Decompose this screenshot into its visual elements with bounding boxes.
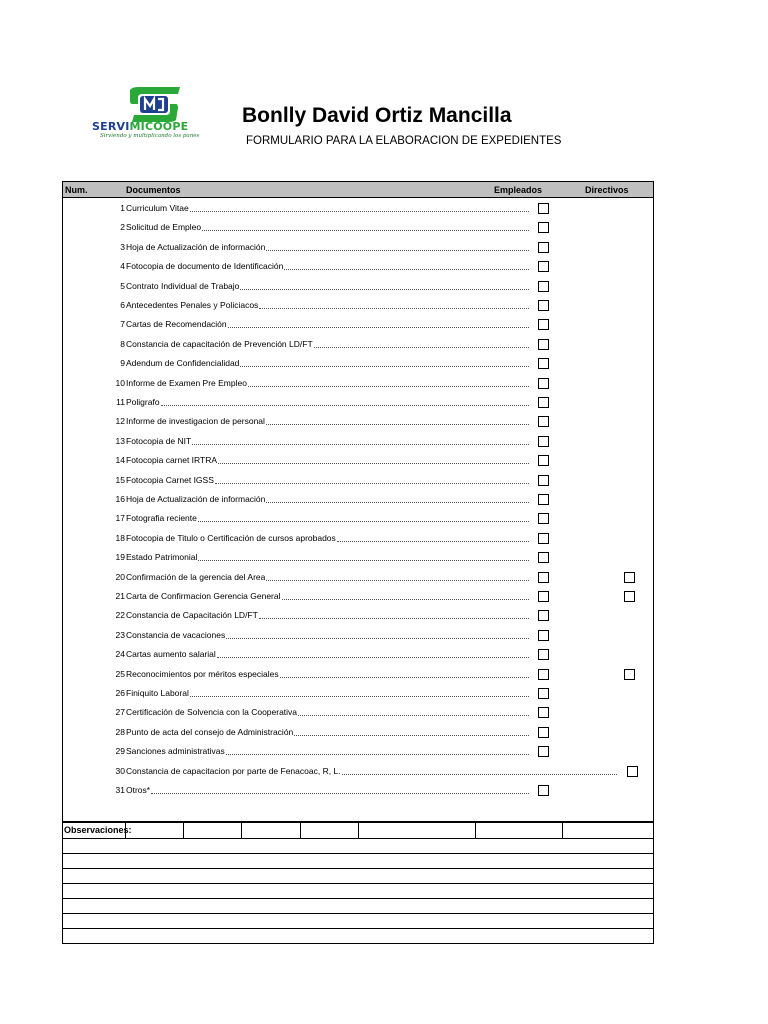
leader-dots	[190, 211, 529, 212]
empleados-checkbox[interactable]	[538, 572, 549, 583]
table-row	[63, 433, 653, 451]
leader-dots	[282, 599, 529, 600]
row-label: Carta de Confirmacion Gerencia General	[126, 591, 281, 601]
row-number: 23	[115, 629, 125, 640]
table-row	[63, 782, 653, 800]
directivos-checkbox[interactable]	[624, 572, 635, 583]
row-label: Fotocopia de documento de Identificación	[126, 261, 284, 272]
leader-dots	[342, 774, 617, 775]
observaciones-section	[62, 822, 654, 944]
obs-divider	[241, 823, 242, 838]
row-label: Solicitud de Empleo	[126, 222, 202, 233]
leader-dots	[151, 793, 529, 794]
leader-dots	[202, 230, 529, 231]
empleados-checkbox[interactable]	[538, 397, 549, 408]
empleados-checkbox[interactable]	[538, 649, 549, 660]
row-label: Fotocopia de NIT	[126, 435, 192, 446]
logo-slogan: Sirviendo y multiplicando los panes	[100, 133, 200, 139]
row-label: Punto de acta del consejo de Administración	[126, 726, 294, 737]
empleados-checkbox[interactable]	[538, 378, 549, 389]
leader-dots	[217, 657, 529, 658]
empleados-checkbox[interactable]	[538, 513, 549, 524]
empleados-checkbox[interactable]	[538, 688, 549, 699]
row-label: Fotografia reciente	[126, 513, 197, 524]
obs-line[interactable]	[63, 928, 653, 929]
leader-dots	[198, 521, 529, 522]
table-row	[63, 316, 653, 334]
row-label: Cartas de Recomendación	[126, 319, 227, 330]
leader-dots	[259, 618, 529, 619]
row-number: 27	[115, 707, 125, 718]
company-logo	[92, 86, 212, 144]
row-number: 9	[120, 358, 125, 369]
empleados-checkbox[interactable]	[538, 455, 549, 466]
empleados-checkbox[interactable]	[538, 300, 549, 311]
obs-line[interactable]	[63, 838, 653, 839]
empleados-checkbox[interactable]	[538, 475, 549, 486]
empleados-checkbox[interactable]	[538, 591, 549, 602]
table-row	[63, 704, 653, 722]
empleados-checkbox[interactable]	[538, 358, 549, 369]
empleados-checkbox[interactable]	[538, 203, 549, 214]
table-row	[63, 763, 653, 781]
row-number: 4	[120, 261, 125, 272]
obs-divider	[358, 823, 359, 838]
table-row	[63, 569, 653, 587]
logo-emblem-icon	[92, 86, 212, 122]
leader-dots	[226, 754, 529, 755]
directivos-checkbox[interactable]	[624, 591, 635, 602]
row-number: 24	[115, 649, 125, 660]
row-label: Informe de Examen Pre Empleo	[126, 377, 247, 388]
leader-dots	[259, 308, 529, 309]
table-row	[63, 549, 653, 567]
leader-dots	[266, 502, 529, 503]
empleados-checkbox[interactable]	[538, 222, 549, 233]
obs-divider	[562, 823, 563, 838]
empleados-checkbox[interactable]	[538, 746, 549, 757]
row-label: Constancia de Capacitación LD/FT	[126, 610, 258, 621]
row-number: 3	[120, 241, 125, 252]
leader-dots	[226, 638, 529, 639]
row-number: 16	[115, 494, 125, 504]
row-label: Contrato Individual de Trabajo	[126, 280, 240, 291]
leader-dots	[266, 580, 529, 581]
table-row	[63, 743, 653, 761]
table-row	[63, 336, 653, 354]
row-number: 30	[115, 765, 125, 776]
row-label: Hoja de Actualización de información	[126, 494, 266, 504]
row-label: Adendum de Confidencialidad	[126, 358, 240, 369]
leader-dots	[337, 541, 529, 542]
directivos-checkbox[interactable]	[627, 766, 638, 777]
leader-dots	[198, 560, 529, 561]
table-row	[63, 355, 653, 373]
row-number: 12	[115, 416, 125, 427]
row-label: Fotocopia de Titulo o Certificación de cursos aprobados	[126, 532, 336, 543]
obs-line[interactable]	[63, 913, 653, 914]
leader-dots	[192, 444, 529, 445]
row-number: 10	[115, 377, 125, 388]
empleados-checkbox[interactable]	[538, 281, 549, 292]
obs-divider	[475, 823, 476, 838]
table-row	[63, 530, 653, 548]
row-number: 29	[115, 746, 125, 757]
leader-dots	[284, 269, 529, 270]
row-label: Poligrafo	[126, 397, 160, 407]
row-label: Confirmación de la gerencia del Area	[126, 571, 266, 582]
table-row	[63, 200, 653, 218]
table-row	[63, 607, 653, 625]
table-row	[63, 278, 653, 296]
row-number: 7	[120, 319, 125, 330]
row-label: Curriculum Vitae	[126, 203, 189, 213]
table-row	[63, 724, 653, 742]
row-number: 18	[115, 532, 125, 543]
row-label: Sanciones administrativas	[126, 746, 225, 757]
obs-divider	[125, 823, 126, 838]
row-number: 25	[115, 668, 125, 679]
empleados-checkbox[interactable]	[538, 319, 549, 330]
row-number: 15	[115, 474, 125, 485]
page-subtitle: FORMULARIO PARA LA ELABORACION DE EXPEDIENTES	[246, 135, 562, 147]
row-number: 26	[115, 688, 125, 698]
table-row	[63, 413, 653, 431]
row-label: Reconocimientos por méritos especiales	[126, 668, 279, 679]
leader-dots	[240, 366, 529, 367]
table-row	[63, 239, 653, 257]
leader-dots	[240, 289, 529, 290]
leader-dots	[294, 735, 529, 736]
leader-dots	[190, 696, 529, 697]
row-label: Certificación de Solvencia con la Cooperativa	[126, 707, 298, 718]
leader-dots	[228, 327, 529, 328]
leader-dots	[266, 250, 529, 251]
row-label: Constancia de capacitacion por parte de Fenacoac, R, L.	[126, 765, 341, 776]
row-label: Otros*	[126, 785, 151, 795]
leader-dots	[161, 405, 529, 406]
table-row	[63, 472, 653, 490]
empleados-checkbox[interactable]	[538, 552, 549, 563]
table-row	[63, 588, 653, 606]
leader-dots	[248, 386, 529, 387]
table-row	[63, 646, 653, 664]
table-row	[63, 510, 653, 528]
obs-divider	[300, 823, 301, 838]
row-label: Constancia de capacitación de Prevención LD/FT	[126, 338, 313, 349]
row-number: 14	[115, 455, 125, 466]
directivos-checkbox[interactable]	[624, 669, 635, 680]
table-row	[63, 297, 653, 315]
empleados-checkbox[interactable]	[538, 533, 549, 544]
row-number: 17	[115, 513, 125, 524]
table-row	[63, 375, 653, 393]
table-header	[63, 182, 653, 198]
obs-divider	[183, 823, 184, 838]
table-row	[63, 394, 653, 412]
empleados-checkbox[interactable]	[538, 630, 549, 641]
row-number: 13	[115, 435, 125, 446]
row-label: Cartas aumento salarial	[126, 649, 216, 660]
row-label: Informe de investigacion de personal	[126, 416, 265, 427]
table-row	[63, 627, 653, 645]
obs-line[interactable]	[63, 883, 653, 884]
table-row	[63, 258, 653, 276]
row-label: Estado Patrimonial	[126, 552, 198, 563]
table-row	[63, 666, 653, 684]
table-row	[63, 685, 653, 703]
documents-table	[62, 181, 654, 822]
leader-dots	[215, 483, 529, 484]
row-number: 19	[115, 552, 125, 563]
logo-wordmark: SERVIMICOOPE	[92, 120, 189, 133]
empleados-checkbox[interactable]	[538, 339, 549, 350]
obs-line[interactable]	[63, 898, 653, 899]
empleados-checkbox[interactable]	[538, 669, 549, 680]
empleados-checkbox[interactable]	[538, 785, 549, 796]
page-title: Bonlly David Ortiz Mancilla	[242, 104, 512, 127]
empleados-checkbox[interactable]	[538, 494, 549, 505]
row-number: 20	[115, 571, 125, 582]
row-number: 28	[115, 726, 125, 737]
row-number: 2	[120, 222, 125, 233]
leader-dots	[314, 347, 529, 348]
empleados-checkbox[interactable]	[538, 436, 549, 447]
leader-dots	[218, 463, 529, 464]
row-number: 31	[115, 785, 125, 795]
row-label: Finiquito Laboral	[126, 688, 189, 698]
empleados-checkbox[interactable]	[538, 242, 549, 253]
observaciones-label: Observaciones:	[64, 825, 132, 835]
row-label: Fotocopia Carnet IGSS	[126, 474, 214, 485]
row-number: 21	[115, 591, 125, 601]
header-empleados: Empleados	[494, 185, 543, 195]
row-label: Hoja de Actualización de información	[126, 241, 266, 252]
table-row	[63, 452, 653, 470]
row-label: Constancia de vacaciones	[126, 629, 226, 640]
row-number: 11	[116, 397, 125, 407]
table-row	[63, 219, 653, 237]
header-documentos: Documentos	[126, 185, 181, 195]
obs-line[interactable]	[63, 868, 653, 869]
leader-dots	[298, 715, 529, 716]
row-number: 1	[120, 203, 125, 213]
header-directivos: Directivos	[585, 185, 629, 195]
row-number: 5	[120, 280, 125, 291]
row-number: 22	[115, 610, 125, 621]
leader-dots	[266, 424, 529, 425]
header-num: Num.	[65, 185, 88, 195]
obs-line[interactable]	[63, 853, 653, 854]
empleados-checkbox[interactable]	[538, 610, 549, 621]
row-number: 6	[120, 300, 125, 310]
row-label: Fotocopia carnet IRTRA	[126, 455, 218, 466]
empleados-checkbox[interactable]	[538, 416, 549, 427]
table-row	[63, 491, 653, 509]
empleados-checkbox[interactable]	[538, 261, 549, 272]
leader-dots	[280, 677, 529, 678]
empleados-checkbox[interactable]	[538, 727, 549, 738]
empleados-checkbox[interactable]	[538, 707, 549, 718]
row-label: Antecedentes Penales y Policiacos	[126, 300, 259, 310]
row-number: 8	[120, 338, 125, 349]
